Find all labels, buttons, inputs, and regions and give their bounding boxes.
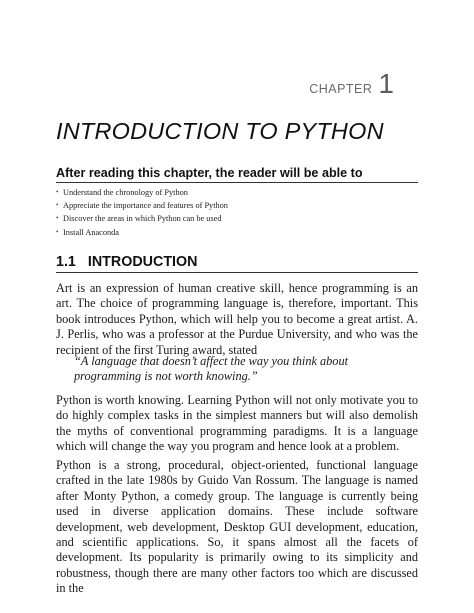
bullet-icon: • — [56, 227, 59, 236]
bullet-icon: • — [56, 188, 59, 196]
list-item — [56, 212, 228, 225]
chapter-label — [309, 70, 394, 98]
perlis-quote: “A language that doesn’t affect the way you think about programming is not worth knowing.” — [74, 354, 349, 384]
objectives-list — [56, 186, 228, 239]
objective-text: Appreciate the importance and features of Python — [63, 201, 228, 211]
section-title: INTRODUCTION — [87, 254, 198, 270]
paragraph-intro: Art is an expression of human creative skill, hence programming is an art. The choice of programming language is, therefore, important. This book introduces Python, which will help you to become a great artist. A. J. Perlis, who was a professor at the Purdue University, and who was the recipient of the first Turing award, stated — [56, 281, 418, 357]
list-item — [56, 226, 228, 239]
section-number: 1.1 — [56, 254, 76, 270]
chapter-word: CHAPTER — [309, 82, 373, 96]
objective-text: Discover the areas in which Python can be used — [63, 214, 222, 224]
section-heading — [56, 254, 418, 273]
list-item — [56, 199, 228, 212]
paragraph-python-description: Python is a strong, procedural, object-oriented, functional language crafted in the late 1980s by Guido Van Rossum. The language is named after Monty Python, a comedy group. The language is currently being used in diverse application domains. These include software development, web development, Desktop GUI development, education, and scientific applications. So, it spans almost all the facets of development. Its popularity is primarily owing to its simplicity and robustness, though there are many other factors too which are discussed in the — [56, 458, 418, 596]
paragraph-worth-knowing: Python is worth knowing. Learning Python will not only motivate you to do highly complex tasks in the simplest manners but will also demolish the myths of conventional programming paradigms. It is a language which will change the way you program and hence look at a problem. — [56, 393, 418, 454]
chapter-title: INTRODUCTION TO PYTHON — [56, 118, 384, 144]
list-item — [56, 186, 228, 199]
chapter-number: 1 — [378, 68, 394, 99]
objective-text: Install Anaconda — [63, 227, 119, 237]
objectives-heading: After reading this chapter, the reader will be able to — [56, 166, 418, 183]
objective-text: Understand the chronology of Python — [63, 188, 188, 197]
bullet-icon: • — [56, 201, 59, 210]
bullet-icon: • — [56, 214, 59, 223]
